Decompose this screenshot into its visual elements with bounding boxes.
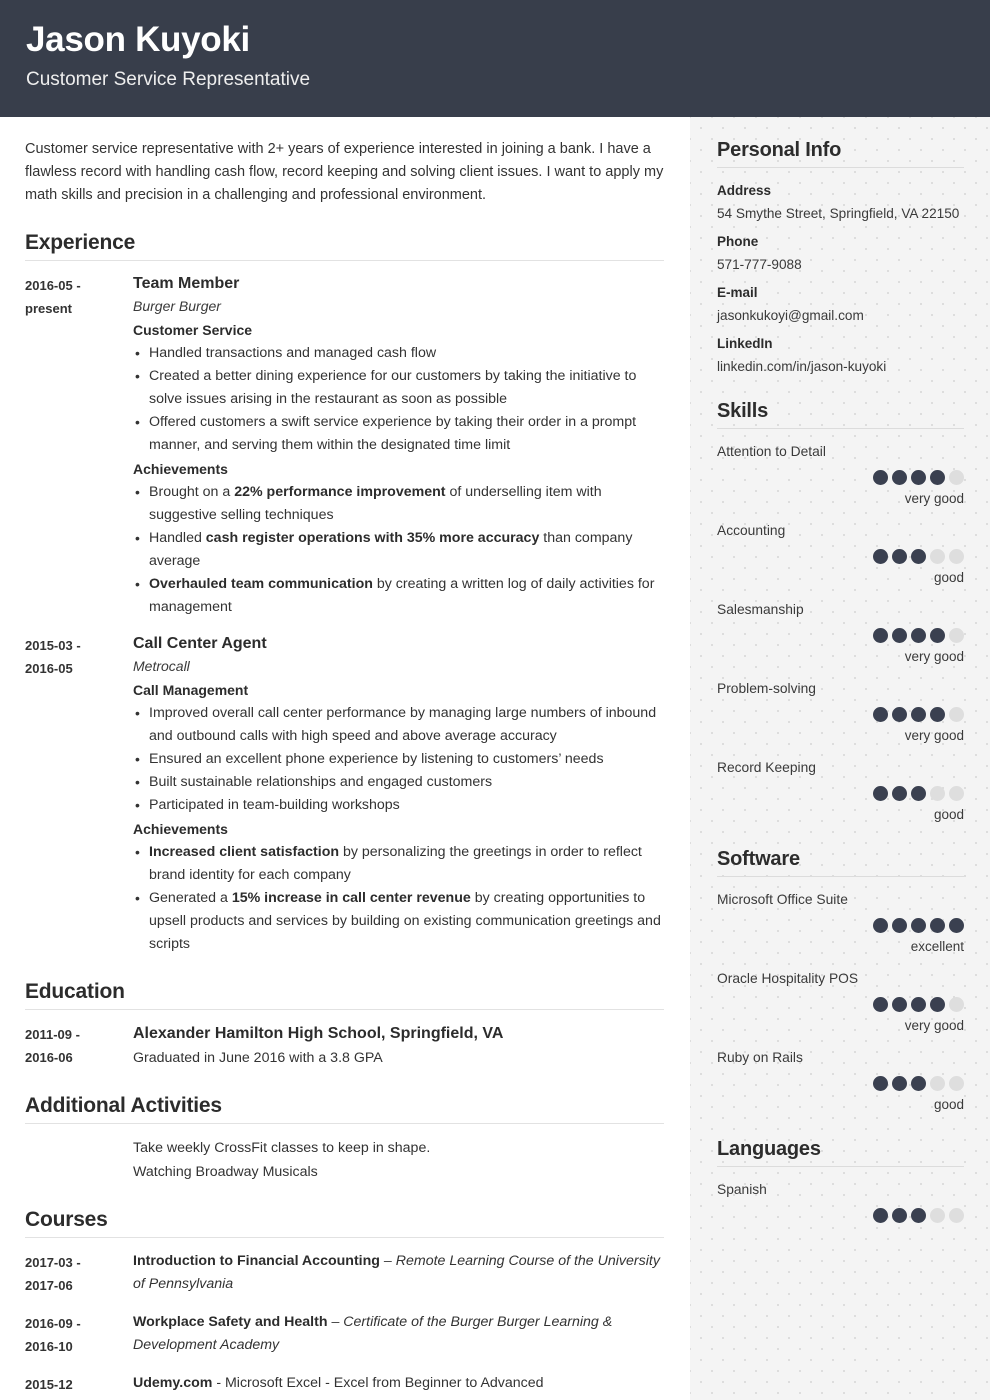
rating-dot-filled: [911, 997, 926, 1012]
rating-dots: [717, 470, 964, 485]
rating-dot-filled: [873, 549, 888, 564]
rating-dot-filled: [930, 997, 945, 1012]
rating-dot-filled: [873, 786, 888, 801]
rating-label: Microsoft Office Suite: [717, 892, 848, 907]
experience-entry: [25, 633, 664, 956]
rating-dot-filled: [911, 470, 926, 485]
sidebar-column: [690, 117, 990, 1400]
personal-info-label: Address: [717, 183, 772, 198]
bullet-item: • Created a better dining experience for our customers by taking the initiative to solve issues arising in the restaurant as soon as possible: [133, 365, 664, 411]
rating-level-text: good: [933, 1097, 964, 1112]
rating-dot-filled: [911, 918, 926, 933]
job-group-label: Achievements: [133, 821, 228, 837]
section-divider-activities: [25, 1123, 664, 1124]
job-group-label: Call Management: [133, 682, 249, 698]
rating-dot-empty: [949, 628, 964, 643]
resume-header: [0, 0, 990, 117]
activities-entry-body: [133, 1136, 664, 1184]
sidebar-divider-personal-info: [717, 167, 964, 168]
job-company: Metrocall: [133, 658, 190, 674]
entry-date-range: 2016-09 - 2016-10: [25, 1316, 81, 1354]
section-title-education: Education: [25, 980, 125, 1003]
section-divider-courses: [25, 1237, 664, 1238]
rating-dot-empty: [930, 786, 945, 801]
entry-date-range: 2017-03 - 2017-06: [25, 1255, 81, 1293]
experience-list: [25, 273, 664, 956]
entry-date-range: 2015-12: [25, 1377, 73, 1392]
personal-info-list: [717, 179, 964, 378]
rating-dot-filled: [873, 918, 888, 933]
course-entry-body: [133, 1372, 664, 1396]
rating-dot-filled: [873, 628, 888, 643]
rating-dot-filled: [873, 1076, 888, 1091]
rating-dots: [717, 918, 964, 933]
rating-dot-empty: [930, 1208, 945, 1223]
rating-dot-empty: [930, 1076, 945, 1091]
activity-item: Take weekly CrossFit classes to keep in shape.: [133, 1140, 431, 1156]
bullet-list: [133, 481, 664, 619]
section-divider-education: [25, 1009, 664, 1010]
rating-dot-filled: [892, 549, 907, 564]
rating-label: Accounting: [717, 523, 786, 538]
personal-info-value: 571-777-9088: [717, 257, 802, 272]
rating-dot-empty: [949, 549, 964, 564]
rating-dot-filled: [892, 918, 907, 933]
sidebar-divider-skills: [717, 428, 964, 429]
rating-dot-filled: [873, 707, 888, 722]
sidebar-title-personal-info: Personal Info: [717, 139, 842, 161]
bullet-list: [133, 702, 664, 817]
rating-dot-filled: [892, 786, 907, 801]
course-entry: [25, 1372, 664, 1396]
sidebar-divider-software: [717, 876, 964, 877]
rating-dot-empty: [949, 1076, 964, 1091]
rating-dot-empty: [949, 707, 964, 722]
rating-dot-filled: [911, 1208, 926, 1223]
entry-date-range: 2016-05 - present: [25, 278, 81, 316]
experience-entry-body: [133, 633, 664, 956]
courses-list: [25, 1250, 664, 1396]
rating-item: [717, 1046, 964, 1116]
candidate-job-title: Customer Service Representative: [26, 68, 311, 90]
rating-dot-empty: [949, 1208, 964, 1223]
rating-item: [717, 1178, 964, 1223]
rating-dot-filled: [930, 470, 945, 485]
education-entry: [25, 1022, 664, 1070]
rating-dot-filled: [873, 997, 888, 1012]
education-entry-body: [133, 1022, 664, 1070]
sidebar-title-software: Software: [717, 848, 800, 870]
bullet-item: • Handled cash register operations with 35% more accuracy than company average: [133, 527, 664, 573]
rating-level-text: excellent: [910, 939, 964, 954]
bullet-item: • Ensured an excellent phone experience by listening to customers’ needs: [133, 748, 664, 771]
bullet-list: [133, 342, 664, 457]
rating-dot-filled: [892, 1076, 907, 1091]
rating-dot-filled: [911, 1076, 926, 1091]
candidate-name: Jason Kuyoki: [26, 20, 250, 59]
bullet-item: • Handled transactions and managed cash flow: [133, 342, 664, 365]
rating-dot-filled: [911, 707, 926, 722]
rating-level-text: very good: [904, 1018, 964, 1033]
rating-level-text: very good: [904, 649, 964, 664]
job-title: Team Member: [133, 275, 240, 292]
sidebar-divider-languages: [717, 1166, 964, 1167]
activity-item: Watching Broadway Musicals: [133, 1164, 318, 1180]
entry-date-range: 2011-09 - 2016-06: [25, 1027, 80, 1065]
personal-info-value: 54 Smythe Street, Springfield, VA 22150: [717, 206, 960, 221]
software-list: [717, 888, 964, 1116]
experience-entry-body: [133, 273, 664, 619]
course-description: Udemy.com - Microsoft Excel - Excel from Beginner to Advanced: [133, 1375, 544, 1391]
education-description: Graduated in June 2016 with a 3.8 GPA: [133, 1050, 383, 1066]
activities-list: [25, 1136, 664, 1184]
rating-label: Salesmanship: [717, 602, 804, 617]
rating-label: Ruby on Rails: [717, 1050, 803, 1065]
rating-dot-filled: [873, 1208, 888, 1223]
experience-entry: [25, 273, 664, 619]
rating-dot-filled: [892, 1208, 907, 1223]
rating-item: [717, 756, 964, 826]
sidebar-title-skills: Skills: [717, 400, 769, 422]
rating-dots: [717, 997, 964, 1012]
rating-dot-empty: [949, 997, 964, 1012]
rating-item: [717, 440, 964, 510]
rating-item: [717, 519, 964, 589]
resume-body: [0, 117, 990, 1400]
personal-info-label: E-mail: [717, 285, 758, 300]
bullet-item: • Built sustainable relationships and engaged customers: [133, 771, 664, 794]
main-column: [0, 117, 690, 1400]
rating-dot-filled: [930, 918, 945, 933]
course-entry-body: [133, 1250, 664, 1297]
education-list: [25, 1022, 664, 1070]
languages-list: [717, 1178, 964, 1223]
sidebar-title-languages: Languages: [717, 1138, 821, 1160]
rating-dot-filled: [949, 918, 964, 933]
rating-item: [717, 598, 964, 668]
rating-item: [717, 967, 964, 1037]
rating-item: [717, 888, 964, 958]
rating-dot-filled: [911, 549, 926, 564]
entry-date-range: 2015-03 - 2016-05: [25, 638, 81, 676]
job-group-label: Customer Service: [133, 322, 253, 338]
rating-item: [717, 677, 964, 747]
school-name: Alexander Hamilton High School, Springfield, VA: [133, 1025, 504, 1042]
rating-label: Attention to Detail: [717, 444, 826, 459]
skills-list: [717, 440, 964, 826]
bullet-list: [133, 841, 664, 956]
rating-dot-filled: [930, 707, 945, 722]
rating-label: Oracle Hospitality POS: [717, 971, 859, 986]
rating-dots: [717, 628, 964, 643]
personal-info-label: LinkedIn: [717, 336, 773, 351]
bullet-item: • Overhauled team communication by creating a written log of daily activities for management: [133, 573, 664, 619]
rating-dot-filled: [892, 470, 907, 485]
course-description: Workplace Safety and Health – Certificate of the Burger Burger Learning & Development Academy: [133, 1314, 613, 1353]
bullet-item: • Increased client satisfaction by personalizing the greetings in order to reflect brand identity for each company: [133, 841, 664, 887]
section-title-additional-activities: Additional Activities: [25, 1094, 222, 1117]
rating-level-text: very good: [904, 491, 964, 506]
rating-dots: [717, 707, 964, 722]
rating-level-text: good: [933, 807, 964, 822]
rating-dots: [717, 786, 964, 801]
rating-level-text: good: [933, 570, 964, 585]
personal-info-value: linkedin.com/in/jason-kuyoki: [717, 359, 887, 374]
bullet-item: • Participated in team-building workshops: [133, 794, 664, 817]
bullet-item: • Brought on a 22% performance improvement of underselling item with suggestive selling techniques: [133, 481, 664, 527]
professional-summary: Customer service representative with 2+ years of experience interested in joining a bank. I have a flawless record with handling cash flow, record keeping and solving client issues. I want to apply my math skills and precision in a challenging and professional environment.: [25, 141, 664, 203]
section-title-experience: Experience: [25, 231, 136, 254]
activities-entry: [25, 1136, 664, 1184]
rating-dot-filled: [930, 628, 945, 643]
job-title: Call Center Agent: [133, 635, 267, 652]
rating-dot-filled: [892, 997, 907, 1012]
personal-info-label: Phone: [717, 234, 759, 249]
rating-level-text: very good: [904, 728, 964, 743]
bullet-item: • Improved overall call center performance by managing large numbers of inbound and outbound calls with high speed and above average accuracy: [133, 702, 664, 748]
rating-dots: [717, 1076, 964, 1091]
course-entry: [25, 1311, 664, 1358]
rating-dot-filled: [911, 628, 926, 643]
section-divider-experience: [25, 260, 664, 261]
rating-dots: [717, 1208, 964, 1223]
section-title-courses: Courses: [25, 1208, 108, 1231]
course-entry-body: [133, 1311, 664, 1358]
bullet-item: • Offered customers a swift service experience by taking their order in a prompt manner, and serving them within the designated time limit: [133, 411, 664, 457]
rating-label: Problem-solving: [717, 681, 816, 696]
entry-date-range: [25, 1136, 133, 1184]
rating-dot-empty: [949, 470, 964, 485]
course-description: Introduction to Financial Accounting – Remote Learning Course of the University of Pennsylvania: [133, 1253, 660, 1292]
rating-label: Record Keeping: [717, 760, 816, 775]
rating-dot-empty: [949, 786, 964, 801]
course-entry: [25, 1250, 664, 1297]
bullet-item: • Generated a 15% increase in call center revenue by creating opportunities to upsell products and services by building on existing communication greetings and scripts: [133, 887, 664, 956]
job-company: Burger Burger: [133, 298, 221, 314]
rating-label: Spanish: [717, 1182, 767, 1197]
rating-dot-filled: [892, 707, 907, 722]
rating-dot-filled: [873, 470, 888, 485]
rating-dot-filled: [892, 628, 907, 643]
rating-dots: [717, 549, 964, 564]
rating-dot-empty: [930, 549, 945, 564]
personal-info-value: jasonkukoyi@gmail.com: [717, 308, 864, 323]
rating-dot-filled: [911, 786, 926, 801]
job-group-label: Achievements: [133, 461, 228, 477]
